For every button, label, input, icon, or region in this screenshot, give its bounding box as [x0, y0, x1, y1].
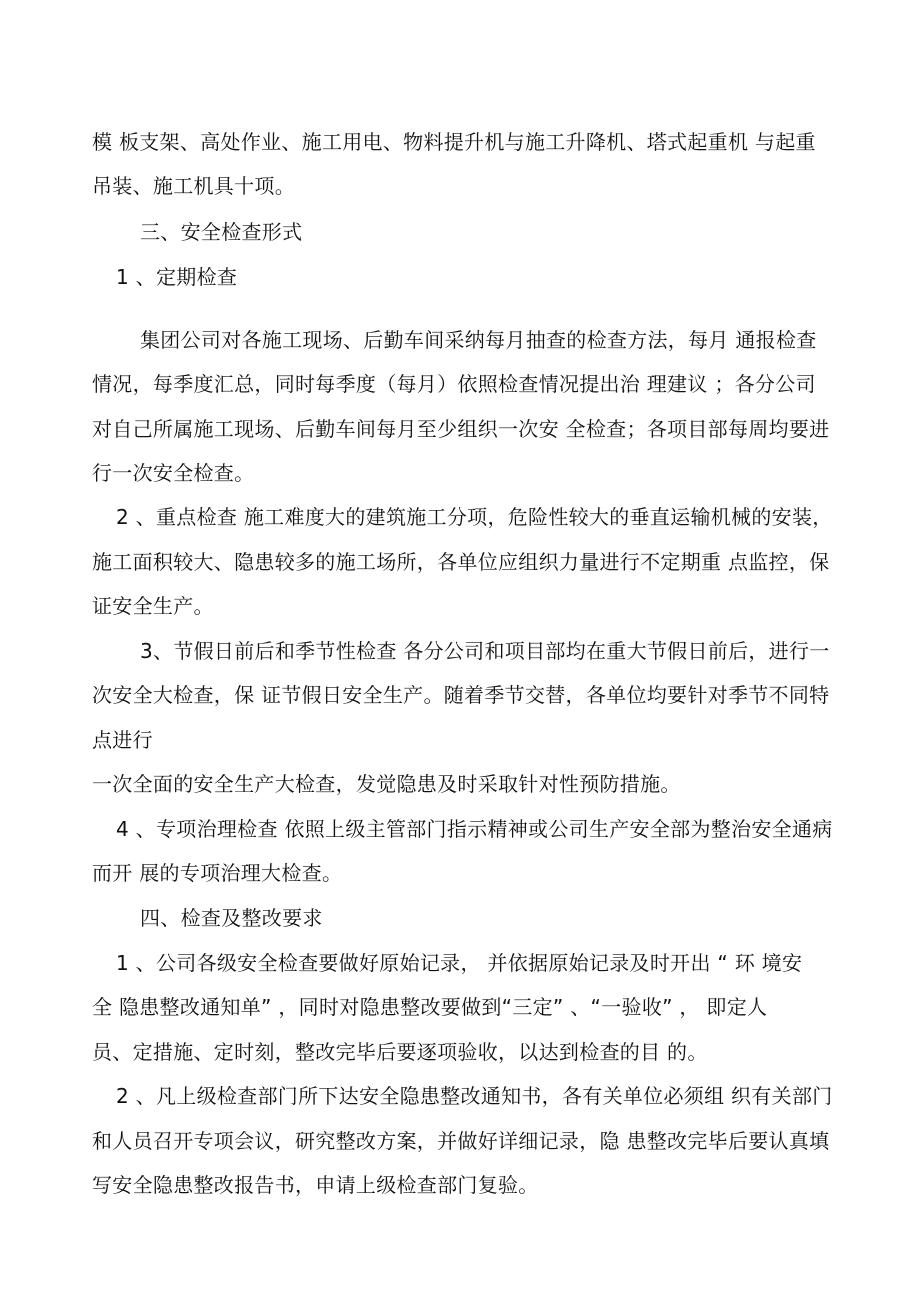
section-heading: 三、安全检查形式	[140, 220, 303, 244]
text-line: 次安全大检查，保 证节假日安全生产。随着季节交替，各单位均要针对季节不同特	[92, 683, 830, 707]
text-line: 点进行	[92, 728, 153, 752]
text-line: 2 、凡上级检查部门所下达安全隐患整改通知书，各有关单位必须组 织有关部门	[116, 1084, 833, 1108]
text-line: 全 隐患整改通知单” ，同时对隐患整改要做到“三定” 、“一验收” ， 即定人	[92, 995, 768, 1019]
text-line: 员、定措施、定时刻，整改完毕后要逐项验收，以达到检查的目 的。	[92, 1040, 708, 1064]
section-heading: 四、检查及整改要求	[140, 906, 323, 930]
text-line: 写安全隐患整改报告书，申请上级检查部门复验。	[92, 1173, 539, 1197]
text-line: 证安全生产。	[92, 594, 214, 618]
text-line: 而开 展的专项治理大检查。	[92, 861, 343, 885]
subsection-heading: 1 、定期检查	[116, 265, 238, 289]
text-line: 1 、公司各级安全检查要做好原始记录， 并依据原始记录及时开出 “ 环 境安	[116, 951, 803, 975]
text-line: 吊装、施工机具十项。	[92, 174, 295, 198]
text-line: 2 、重点检查 施工难度大的建筑施工分项，危险性较大的垂直运输机械的安装，	[116, 505, 833, 529]
text-line: 集团公司对各施工现场、后勤车间采纳每月抽查的检查方法，每月 通报检查	[140, 328, 817, 352]
text-line: 一次全面的安全生产大检查，发觉隐患及时采取针对性预防措施。	[92, 772, 681, 796]
text-line: 和人员召开专项会议，研究整改方案，并做好详细记录，隐 患整改完毕后要认真填	[92, 1129, 830, 1153]
text-line: 模 板支架、高处作业、施工用电、物料提升机与施工升降机、塔式起重机 与起重	[92, 130, 816, 154]
text-line: 情况，每季度汇总，同时每季度（每月）依照检查情况提出治 理建议 ；各分公司	[92, 372, 816, 396]
text-line: 对自己所属施工现场、后勤车间每月至少组织一次安 全检查；各项目部每周均要进	[92, 417, 830, 441]
text-line: 4 、专项治理检查 依照上级主管部门指示精神或公司生产安全部为整治安全通病	[116, 817, 833, 841]
text-line: 施工面积较大、隐患较多的施工场所，各单位应组织力量进行不定期重 点监控，保	[92, 550, 830, 574]
text-line: 3、节假日前后和季节性检查 各分公司和项目部均在重大节假日前后，进行一	[140, 639, 830, 663]
text-line: 行一次安全检查。	[92, 461, 255, 485]
